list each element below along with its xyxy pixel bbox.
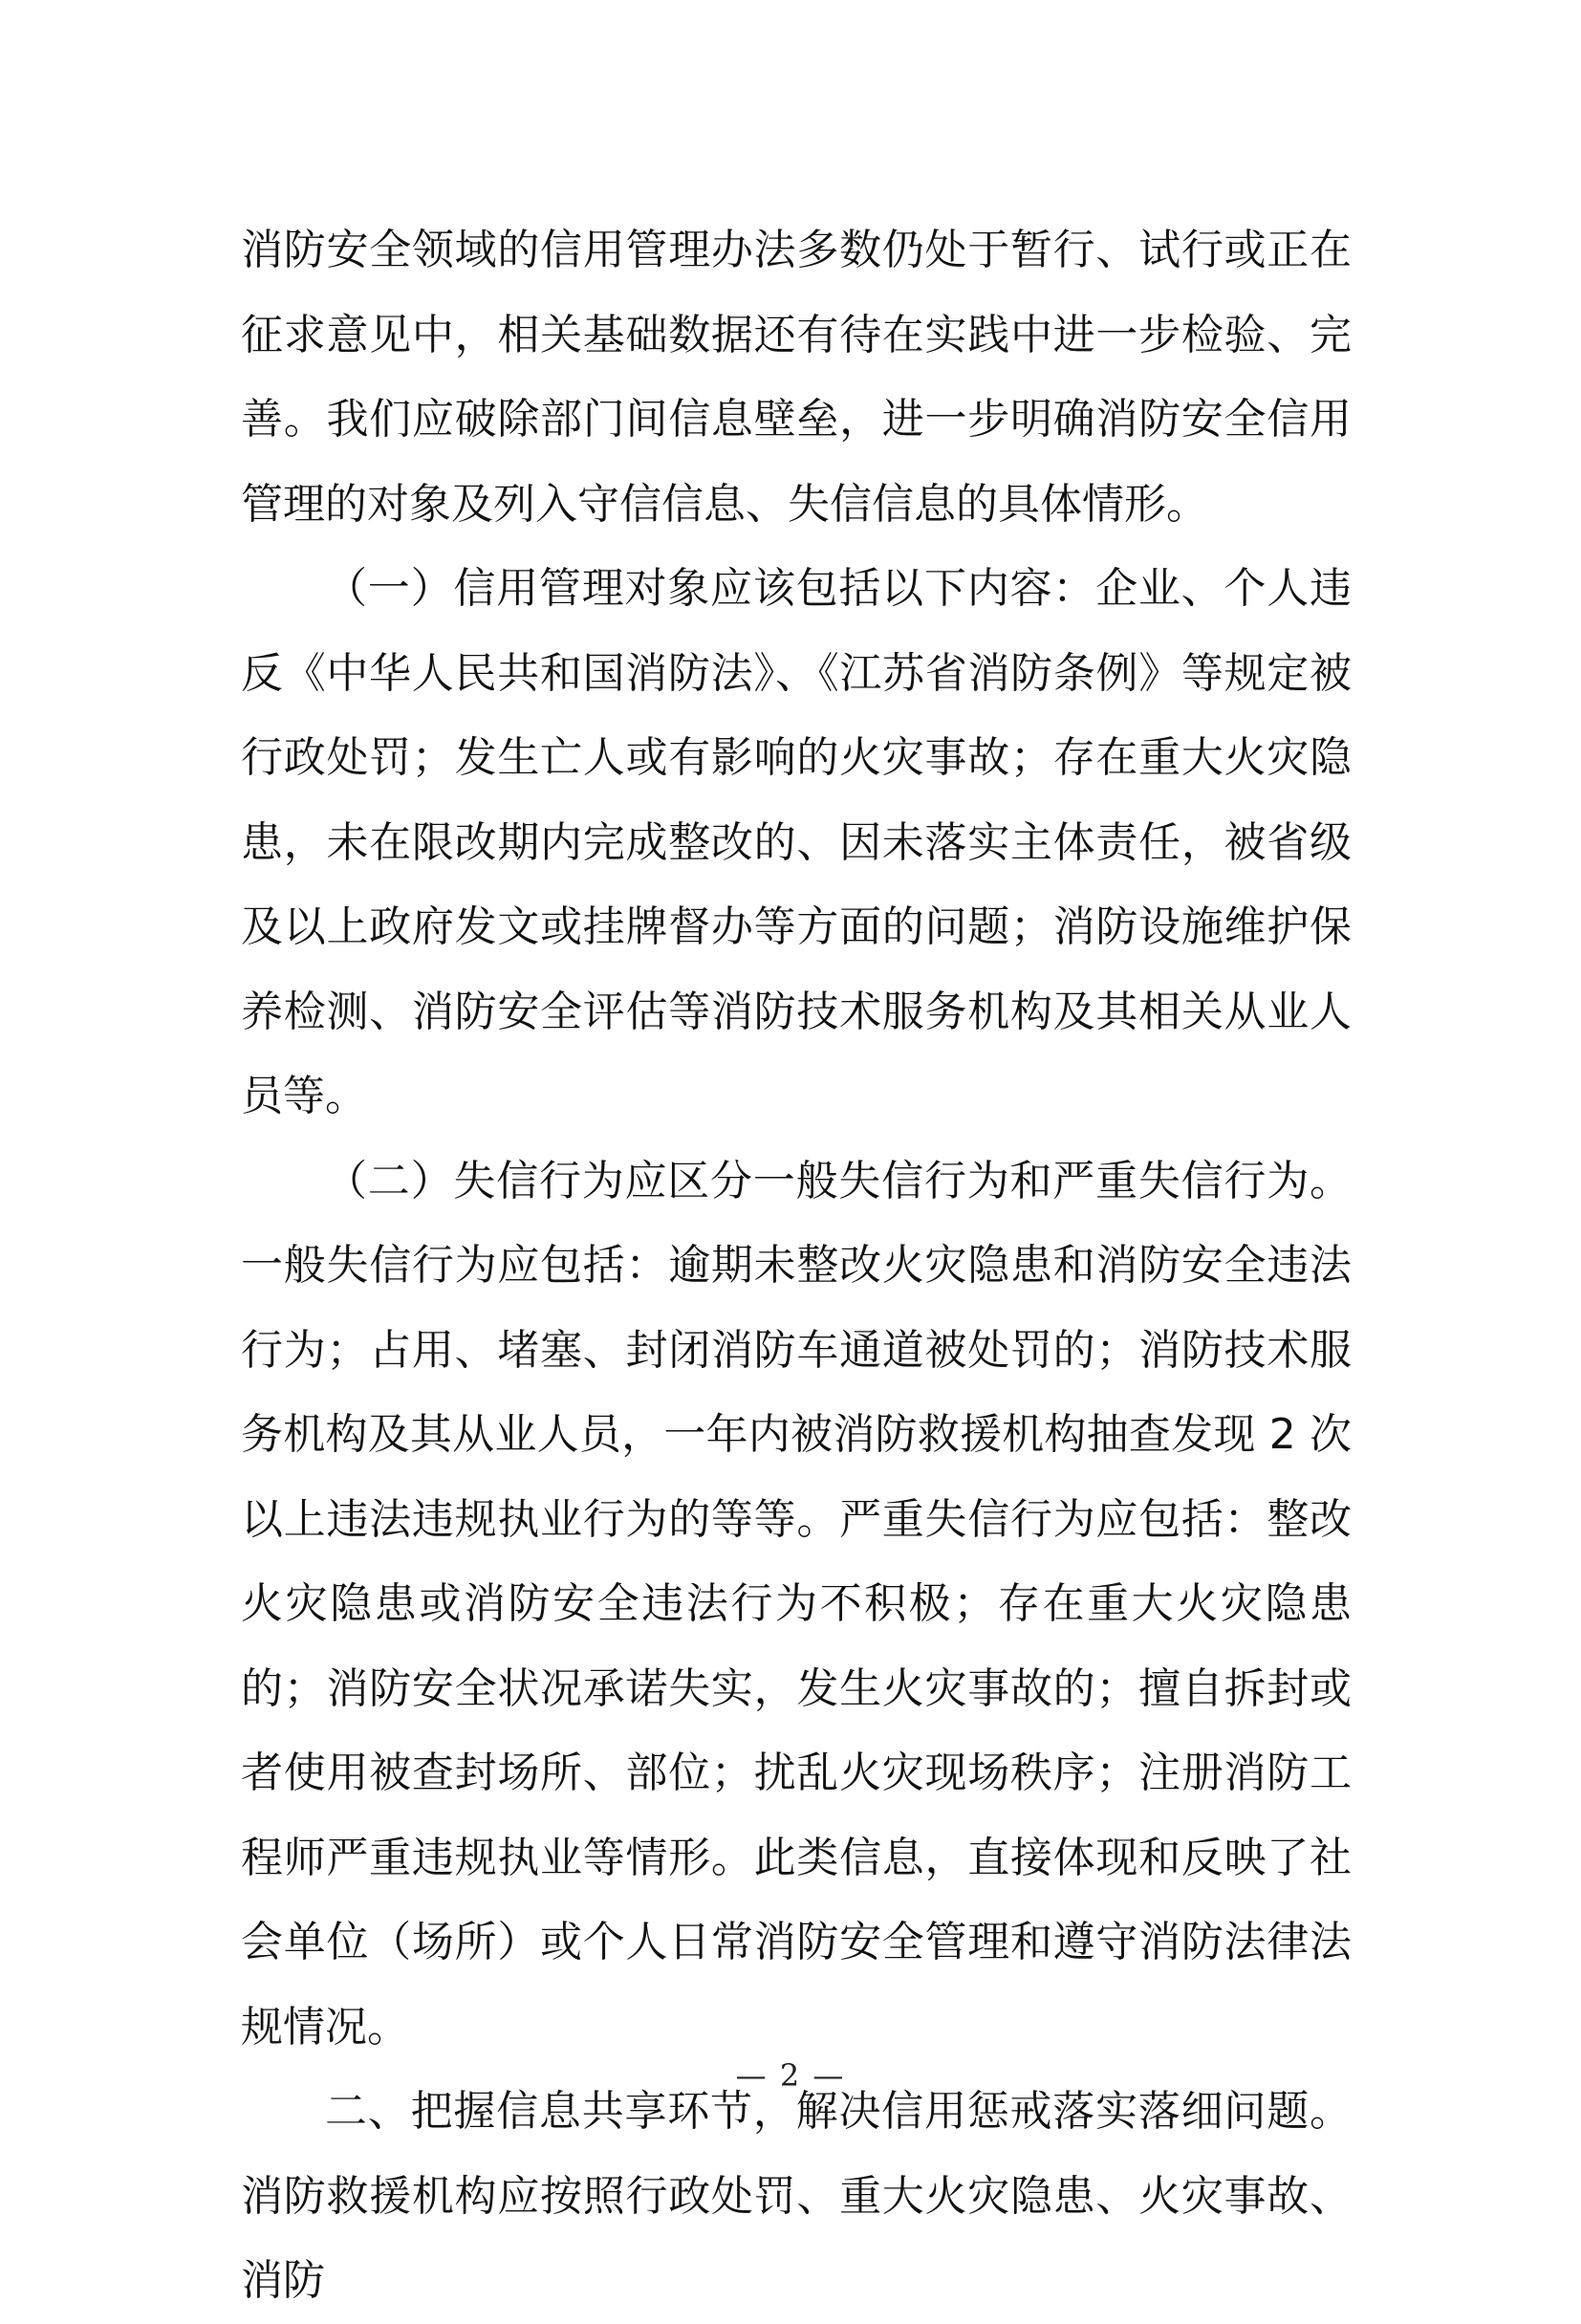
paragraph-continuation: 消防安全领域的信用管理办法多数仍处于暂行、试行或正在征求意见中，相关基础数据还有待在实践中进一步检验、完善。我们应破除部门间信息壁垒，进一步明确消防安全信用管理的对象及列入守信信息、失信信息的具体情形。	[241, 226, 1352, 529]
document-body	[241, 208, 1352, 2324]
paragraph-credit-objects: （一）信用管理对象应该包括以下内容：企业、个人违反《中华人民共和国消防法》、《江苏省消防条例》等规定被行政处罚；发生亡人或有影响的火灾事故；存在重大火灾隐患，未在限改期内完成整改的、因未落实主体责任，被省级及以上政府发文或挂牌督办等方面的问题；消防设施维护保养检测、消防安全评估等消防技术服务机构及其相关从业人员等。	[241, 564, 1352, 1120]
paragraph-info-sharing: 二、把握信息共享环节，解决信用惩戒落实落细问题。消防救援机构应按照行政处罚、重大火灾隐患、火灾事故、消防	[241, 2087, 1352, 2305]
paragraph-dishonest-behavior: （二）失信行为应区分一般失信行为和严重失信行为。一般失信行为应包括：逾期未整改火灾隐患和消防安全违法行为；占用、堵塞、封闭消防车通道被处罚的；消防技术服务机构及其从业人员，一年内被消防救援机构抽查发现 2 次以上违法违规执业行为的等等。严重失信行为应包括：整改火灾隐患或消防安全违法行为不积极；存在重大火灾隐患的；消防安全状况承诺失实，发生火灾事故的；擅自拆封或者使用被查封场所、部位；扰乱火灾现场秩序；注册消防工程师严重违规执业等情形。此类信息，直接体现和反映了社会单位（场所）或个人日常消防安全管理和遵守消防法律法规情况。	[241, 1156, 1352, 2052]
page-number: — 2 —	[735, 2057, 846, 2094]
